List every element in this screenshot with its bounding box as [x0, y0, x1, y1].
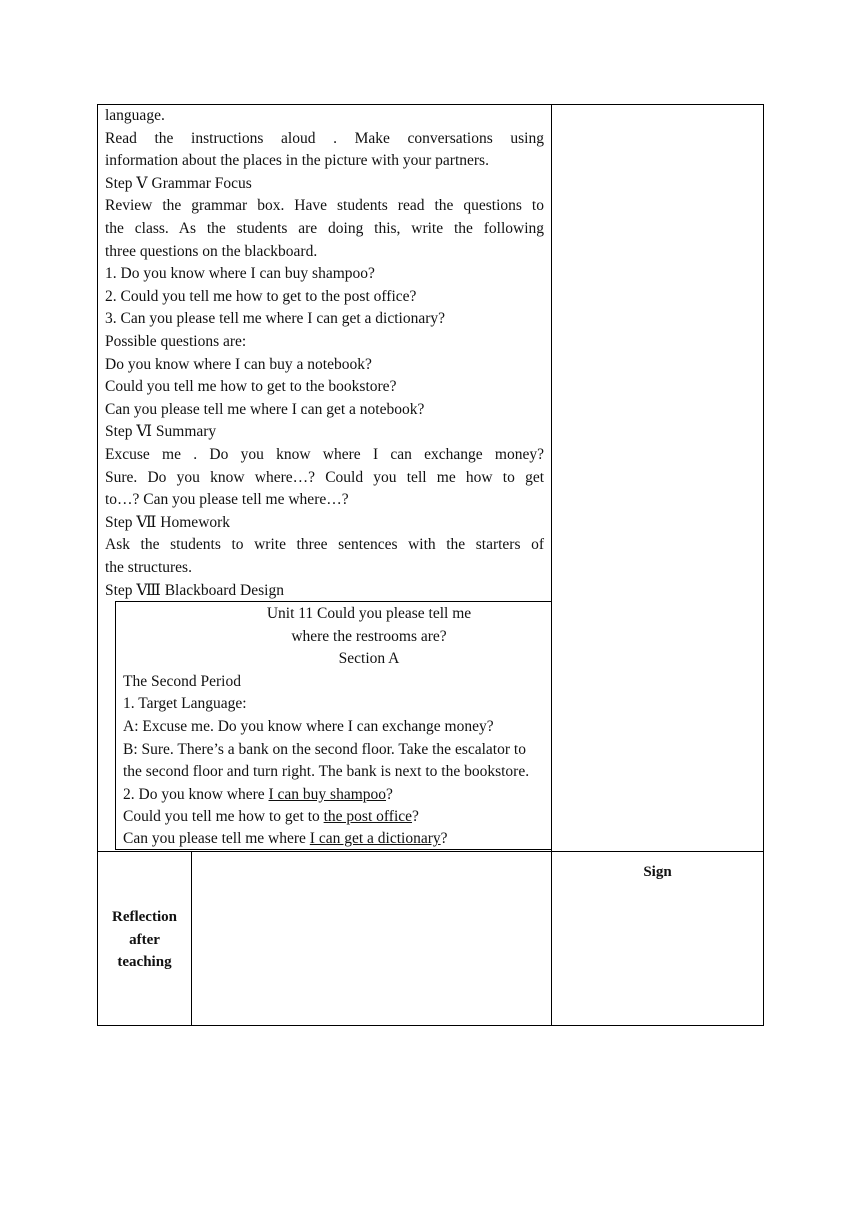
lesson-line: language. — [105, 107, 165, 124]
blackboard-period: The Second Period — [123, 672, 241, 690]
lesson-line: Step Ⅷ Blackboard Design — [105, 581, 284, 599]
blackboard-target-language: 1. Target Language: — [123, 695, 247, 713]
reflection-content-cell[interactable] — [193, 853, 550, 1024]
blackboard-title-line-2: where the restrooms are? — [291, 627, 447, 645]
blackboard-title-line-1: Unit 11 Could you please tell me — [266, 605, 472, 622]
lesson-line: three questions on the blackboard. — [105, 242, 318, 260]
blackboard-section: Section A — [338, 650, 400, 668]
lesson-line: the structures. — [105, 559, 192, 576]
lesson-line: the class. As the students are doing this, write the following — [105, 220, 544, 237]
lesson-line: Read the instructions aloud . Make conversations using — [105, 129, 544, 147]
lesson-line: Could you tell me how to get to the bookstore? — [105, 378, 397, 396]
lesson-line: 3. Can you please tell me where I can get a dictionary? — [105, 310, 446, 328]
table-bottom-border — [97, 1025, 764, 1026]
lesson-line: Review the grammar box. Have students read the questions to — [105, 197, 544, 215]
lesson-line: 2. Could you tell me how to get to the post office? — [105, 287, 417, 305]
lesson-line: Can you please tell me where I can get a notebook? — [105, 400, 425, 418]
lesson-line: Excuse me . Do you know where I can exchange money? — [105, 446, 544, 463]
sign-label: Sign — [643, 864, 672, 880]
lesson-line: information about the places in the picture with your partners. — [105, 152, 489, 170]
blackboard-design-box — [115, 601, 551, 850]
lesson-line: Step Ⅶ Homework — [105, 513, 231, 531]
table-top-border — [97, 104, 764, 105]
blackboard-line-b: B: Sure. There’s a bank on the second floor. Take the escalator to — [123, 740, 526, 758]
lesson-line: Possible questions are: — [105, 333, 247, 350]
table-left-border — [97, 104, 98, 1026]
lesson-line: Step Ⅴ Grammar Focus — [105, 174, 252, 192]
blackboard-line-c: the second floor and turn right. The bank is next to the bookstore. — [123, 763, 530, 781]
reflection-label: Reflection after teaching — [112, 909, 177, 971]
table-right-border — [763, 104, 764, 1026]
lesson-line: Sure. Do you know where…? Could you tell me how to get — [105, 468, 544, 486]
lesson-line: 1. Do you know where I can buy shampoo? — [105, 265, 375, 283]
blackboard-question-4: Can you please tell me where I can get a dictionary? — [123, 830, 448, 847]
lesson-line: Step Ⅵ Summary — [105, 423, 217, 441]
lesson-line: Do you know where I can buy a notebook? — [105, 355, 372, 373]
lesson-line: to…? Can you please tell me where…? — [105, 491, 349, 509]
blackboard-question-2: 2. Do you know where I can buy shampoo? — [123, 785, 393, 803]
blackboard-line-a: A: Excuse me. Do you know where I can exchange money? — [123, 718, 494, 735]
column-divider — [551, 104, 552, 1026]
blackboard-question-3: Could you tell me how to get to the post office? — [123, 808, 419, 826]
lesson-line: Ask the students to write three sentences with the starters of — [105, 536, 544, 554]
